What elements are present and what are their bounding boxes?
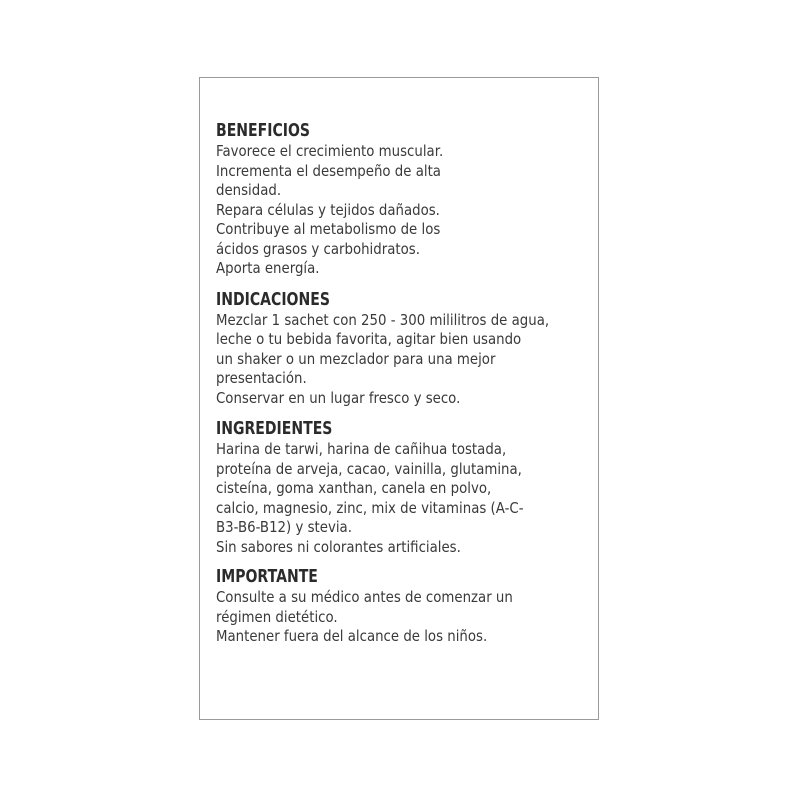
section-ingredientes (216, 418, 588, 557)
text-line: Aporta energía. (216, 259, 320, 277)
section-indicaciones (216, 289, 588, 409)
text-line: Incrementa el desempeño de alta (216, 161, 441, 180)
label-content (216, 120, 588, 647)
text-line: Mezclar 1 sachet con 250 - 300 mililitros de agua, (216, 310, 550, 329)
section-heading: INDICACIONES (216, 288, 330, 310)
text-line: proteína de arveja, cacao, vainilla, glutamina, (216, 459, 522, 478)
section-heading: INGREDIENTES (216, 418, 333, 439)
text-line: densidad. (216, 181, 282, 199)
text-line: B3-B6-B12) y stevia. (216, 518, 352, 536)
text-line: Conservar en un lugar fresco y seco. (216, 388, 461, 407)
text-line: ácidos grasos y carbohidratos. (216, 239, 420, 258)
section-heading: BENEFICIOS (216, 120, 311, 141)
text-line: leche o tu bebida favorita, agitar bien usando (216, 330, 522, 348)
text-line: Sin sabores ni colorantes artificiales. (216, 537, 461, 556)
text-line: Harina de tarwi, harina de cañihua tostada, (216, 440, 507, 458)
text-line: Consulte a su médico antes de comenzar un (216, 588, 513, 606)
text-line: un shaker o un mezclador para una mejor (216, 349, 496, 368)
text-line: Contribuye al metabolismo de los (216, 220, 441, 238)
text-line: calcio, magnesio, zinc, mix de vitaminas (A-C- (216, 498, 524, 517)
text-line: régimen dietético. (216, 607, 338, 626)
text-line: cisteína, goma xanthan, canela en polvo, (216, 479, 492, 497)
text-line: Repara células y tejidos dañados. (216, 200, 440, 219)
section-heading: IMPORTANTE (216, 566, 318, 587)
product-label-card (199, 77, 599, 720)
section-importante (216, 566, 588, 647)
text-line: Mantener fuera del alcance de los niños. (216, 627, 488, 645)
text-line: presentación. (216, 369, 307, 387)
section-beneficios (216, 120, 588, 279)
text-line: Favorece el crecimiento muscular. (216, 142, 444, 160)
